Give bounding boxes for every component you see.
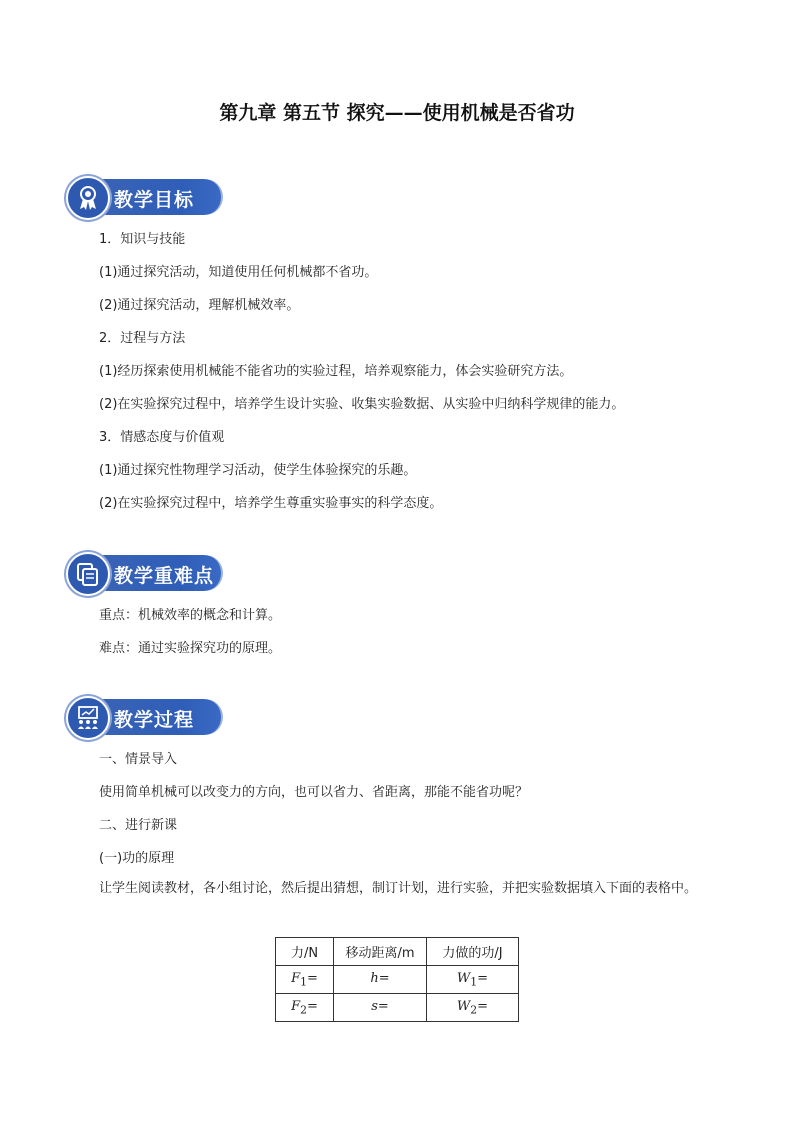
data-table <box>275 937 519 1022</box>
table-header-row <box>276 938 519 966</box>
table-header-cell: 移动距离/m <box>334 938 427 966</box>
section-banner-process <box>66 696 224 738</box>
table-header-cell: 力做的功/J <box>427 938 519 966</box>
goal-item: (2)在实验探究过程中，培养学生设计实验、收集实验数据、从实验中归纳科学规律的能力。 <box>99 397 625 412</box>
section-banner-goals <box>66 176 224 218</box>
section-banner-keypoints <box>66 552 224 594</box>
goal-heading-3: 3．情感态度与价值观 <box>99 430 225 445</box>
process-subheading: 二、进行新课 <box>99 818 178 833</box>
goal-heading-2: 2．过程与方法 <box>99 331 186 346</box>
table-cell: s= <box>334 994 427 1022</box>
table-cell: $F_1=$ <box>276 966 334 994</box>
table-cell: $W_2=$ <box>427 994 519 1022</box>
award-ribbon-icon <box>74 184 102 212</box>
documents-icon <box>74 560 102 588</box>
section-title-keypoints: 教学重难点 <box>114 565 215 587</box>
process-subheading: (一)功的原理 <box>99 851 175 866</box>
process-text: 使用简单机械可以改变力的方向，也可以省力、省距离，那能不能省功呢？ <box>99 785 529 800</box>
goal-heading-1: 1．知识与技能 <box>99 232 186 247</box>
table-row <box>276 994 519 1022</box>
section-title-goals: 教学目标 <box>114 189 195 211</box>
goal-item: (1)通过探究活动，知道使用任何机械都不省功。 <box>99 265 378 280</box>
key-point: 重点：机械效率的概念和计算。 <box>99 608 282 623</box>
goal-item: (2)通过探究活动，理解机械效率。 <box>99 298 300 313</box>
goal-item: (2)在实验探究过程中，培养学生尊重实验事实的科学态度。 <box>99 496 443 511</box>
process-subheading: 一、情景导入 <box>99 752 178 767</box>
table-cell: $F_2=$ <box>276 994 334 1022</box>
table-cell: h= <box>334 966 427 994</box>
process-paragraph: 让学生阅读教材，各小组讨论，然后提出猜想，制订计划，进行实验，并把实验数据填入下面的表格中。 <box>99 881 698 896</box>
presentation-audience-icon <box>74 704 102 732</box>
section-title-process: 教学过程 <box>114 709 195 731</box>
difficult-point: 难点：通过实验探究功的原理。 <box>99 641 282 656</box>
table-cell: $W_1=$ <box>427 966 519 994</box>
goal-item: (1)经历探索使用机械能不能省功的实验过程，培养观察能力，体会实验研究方法。 <box>99 364 573 379</box>
table-row <box>276 966 519 994</box>
goal-item: (1)通过探究性物理学习活动，使学生体验探究的乐趣。 <box>99 463 417 478</box>
table-header-cell: 力/N <box>276 938 334 966</box>
page-title: 第九章 第五节 探究——使用机械是否省功 <box>219 102 575 124</box>
